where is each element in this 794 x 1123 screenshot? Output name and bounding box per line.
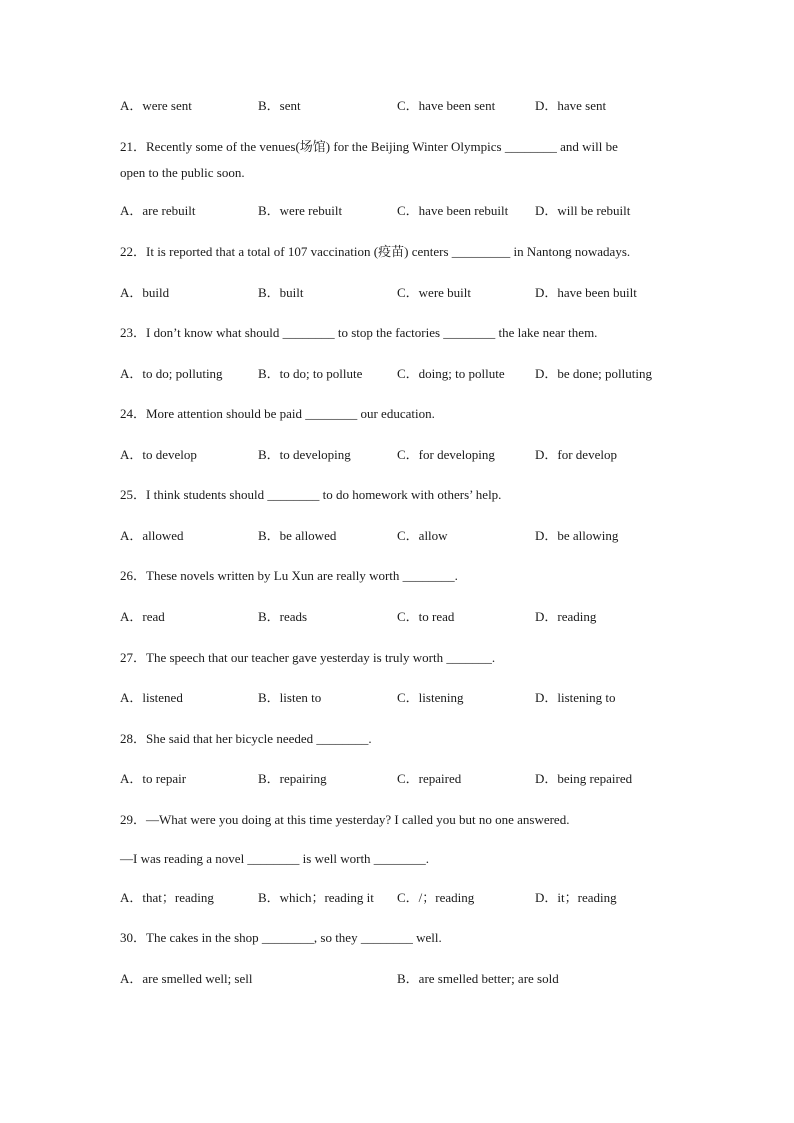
question-text: 22．It is reported that a total of 107 vaccination (疫苗) centers _________ in Nantong nowadays.: [120, 244, 631, 259]
option: C．have been sent: [397, 98, 496, 113]
question-text: 28．She said that her bicycle needed ________.: [120, 731, 372, 746]
question-text: open to the public soon.: [120, 165, 245, 180]
option: C．listening: [397, 690, 464, 705]
option: B．listen to: [258, 690, 322, 705]
option: D．being repaired: [535, 771, 633, 786]
option: B．sent: [258, 98, 301, 113]
option: D．will be rebuilt: [535, 203, 631, 218]
option: D．have sent: [535, 98, 607, 113]
option: B．be allowed: [258, 528, 337, 543]
option: C．allow: [397, 528, 448, 543]
option: D．reading: [535, 609, 597, 624]
option: B．are smelled better; are sold: [397, 971, 559, 986]
option: B．to developing: [258, 447, 351, 462]
option: B．to do; to pollute: [258, 366, 363, 381]
option: D．be allowing: [535, 528, 619, 543]
option: D．it；reading: [535, 890, 617, 905]
question-text: 21．Recently some of the venues(场馆) for the Beijing Winter Olympics ________ and will be: [120, 139, 618, 154]
option: C．have been rebuilt: [397, 203, 509, 218]
option: A．were sent: [120, 98, 192, 113]
question-text: 26．These novels written by Lu Xun are really worth ________.: [120, 568, 458, 583]
option: A．listened: [120, 690, 183, 705]
question-text: 23．I don’t know what should ________ to stop the factories ________ the lake near them.: [120, 325, 598, 340]
option: A．allowed: [120, 528, 184, 543]
option: C．were built: [397, 285, 472, 300]
question-text: 30．The cakes in the shop ________, so they ________ well.: [120, 930, 442, 945]
option: B．reads: [258, 609, 308, 624]
option: D．have been built: [535, 285, 637, 300]
option: C．doing; to pollute: [397, 366, 505, 381]
option: B．built: [258, 285, 304, 300]
option: C．repaired: [397, 771, 462, 786]
option: D．for develop: [535, 447, 617, 462]
option: D．be done; polluting: [535, 366, 652, 381]
question-text: —I was reading a novel ________ is well worth ________.: [120, 851, 430, 866]
option: A．build: [120, 285, 170, 300]
question-text: 24．More attention should be paid ________ our education.: [120, 406, 435, 421]
option: B．repairing: [258, 771, 327, 786]
option: B．were rebuilt: [258, 203, 343, 218]
question-text: 29．—What were you doing at this time yesterday? I called you but no one answered.: [120, 812, 570, 827]
option: A．to repair: [120, 771, 187, 786]
question-text: 25．I think students should ________ to do homework with others’ help.: [120, 487, 502, 502]
option: A．are smelled well; sell: [120, 971, 253, 986]
option: A．that；reading: [120, 890, 214, 905]
option: A．to do; polluting: [120, 366, 223, 381]
option: A．read: [120, 609, 165, 624]
option: D．listening to: [535, 690, 616, 705]
option: C．/；reading: [397, 890, 475, 905]
question-text: 27．The speech that our teacher gave yesterday is truly worth _______.: [120, 650, 496, 665]
option: C．for developing: [397, 447, 495, 462]
option: A．to develop: [120, 447, 197, 462]
option: A．are rebuilt: [120, 203, 196, 218]
option: C．to read: [397, 609, 455, 624]
option: B．which；reading it: [258, 890, 374, 905]
